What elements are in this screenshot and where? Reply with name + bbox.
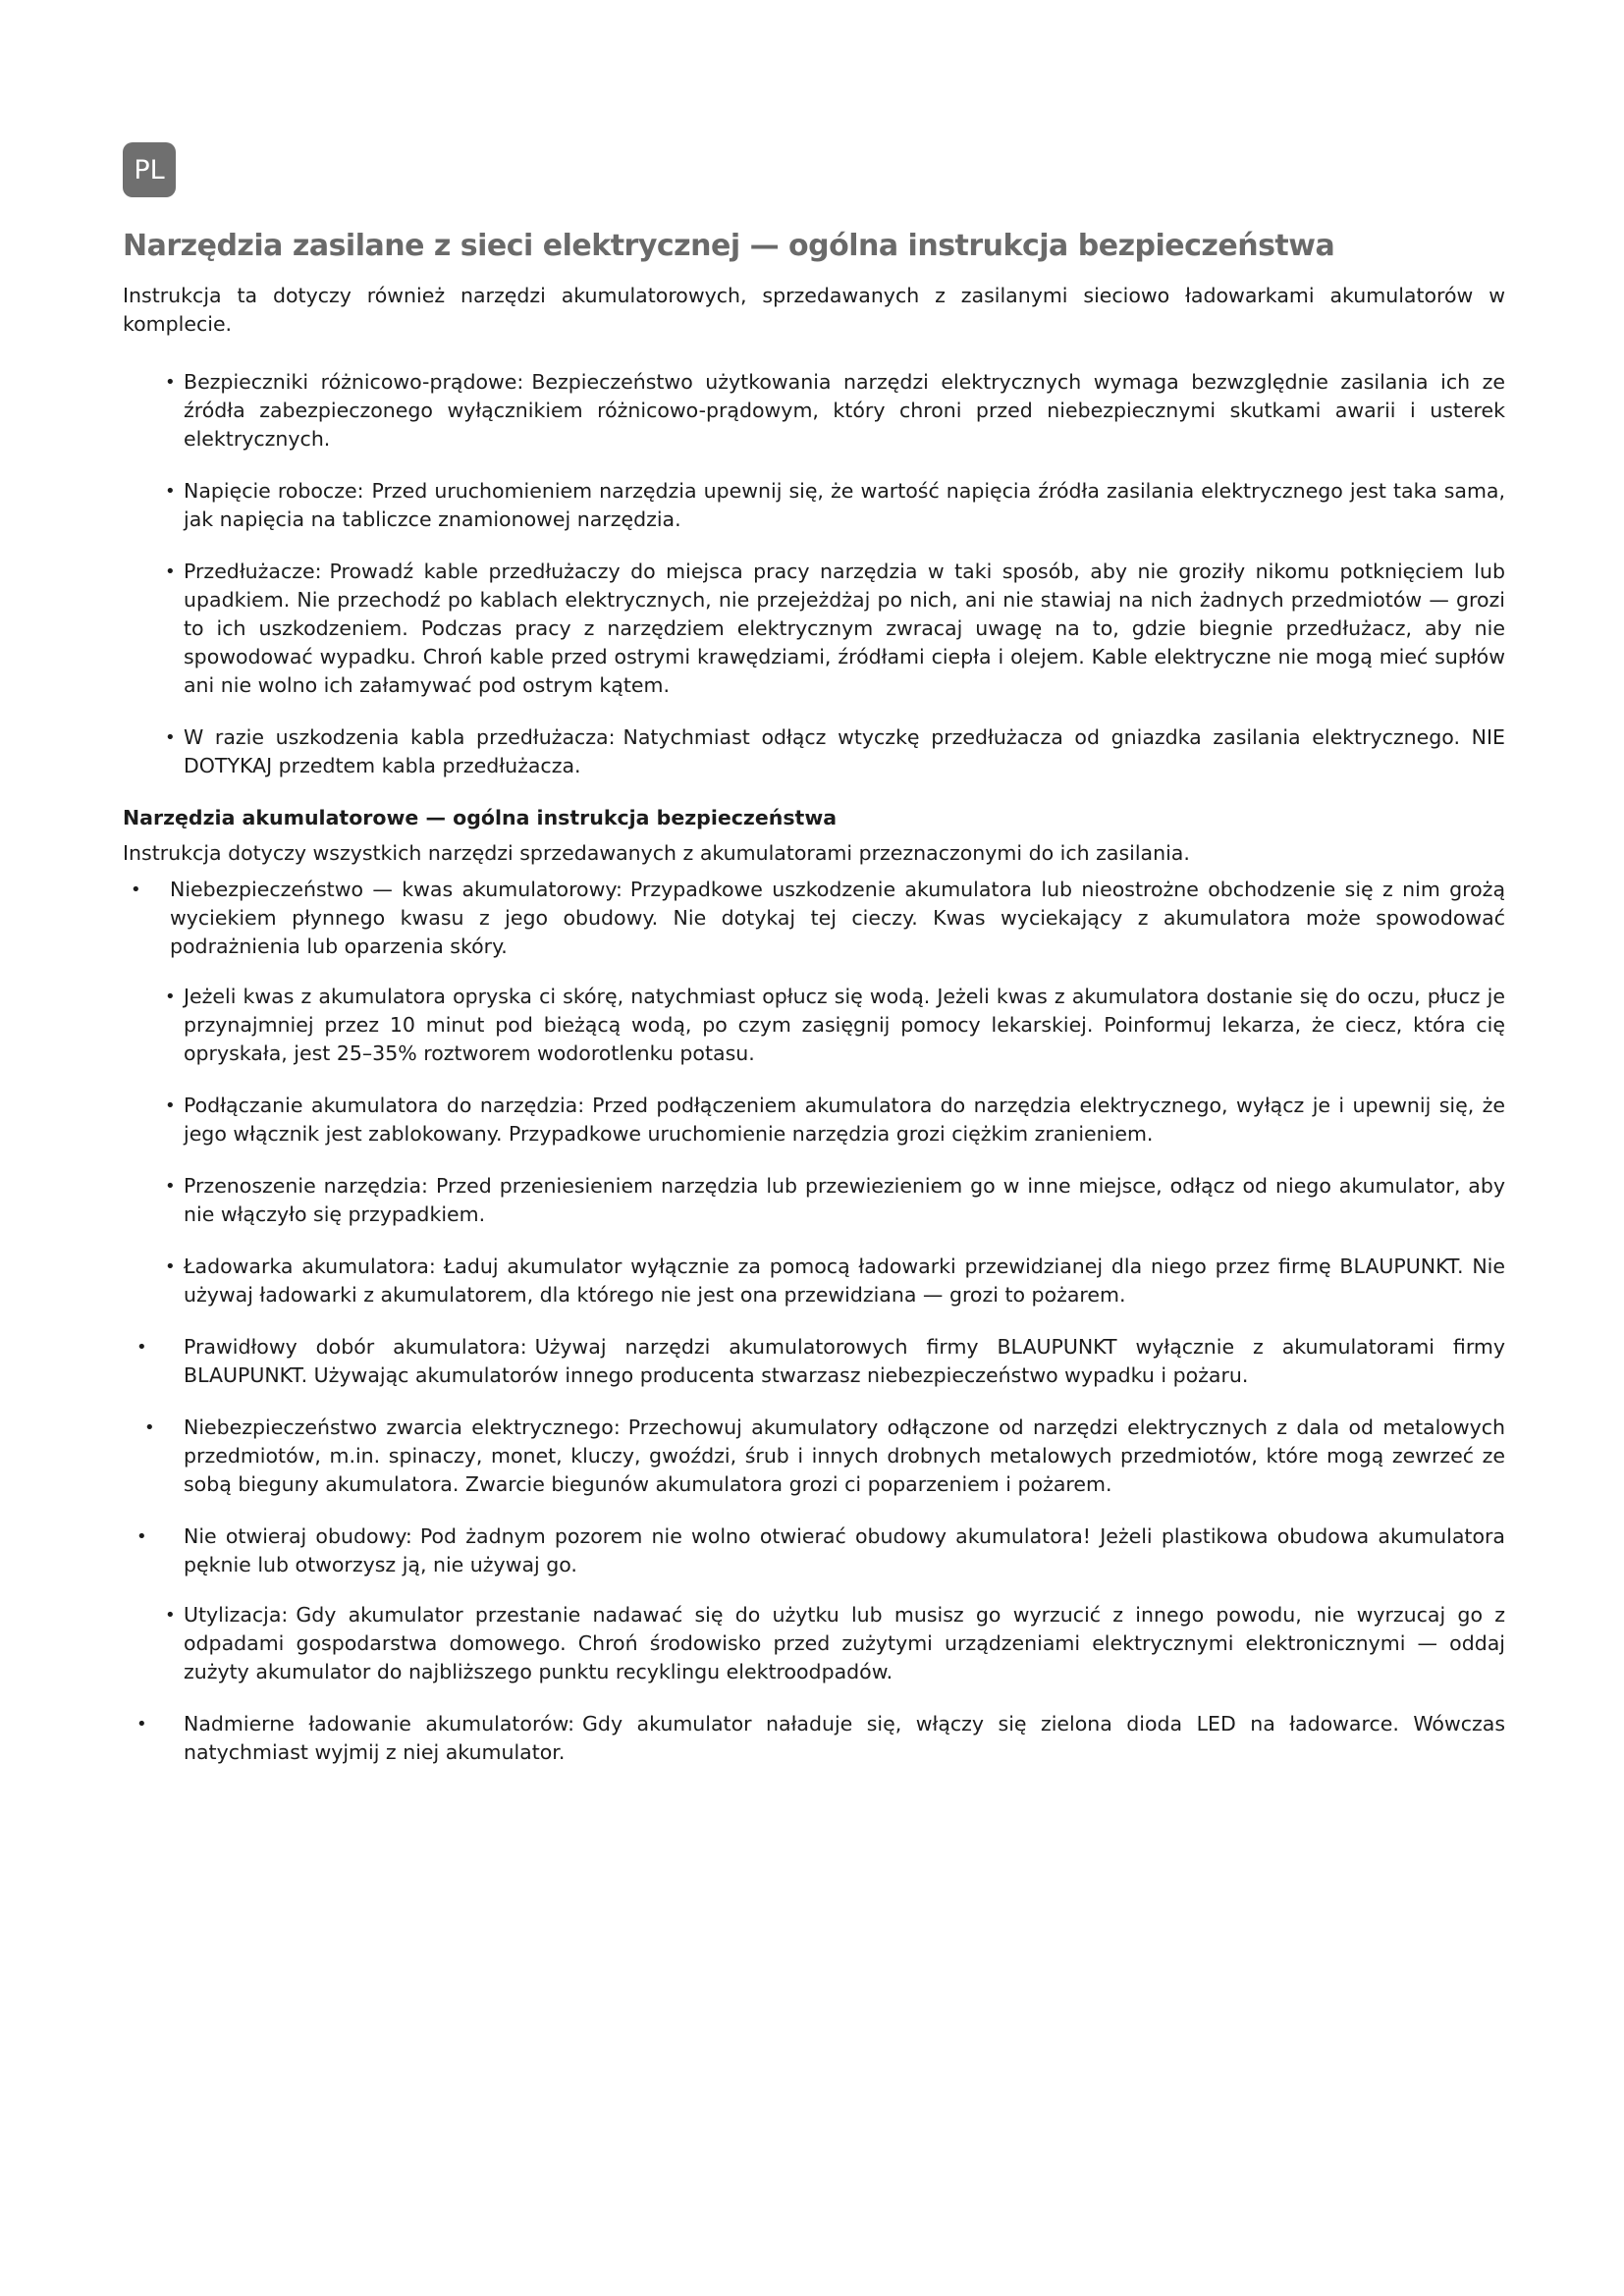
section-heading-battery: Narzędzia akumulatorowe — ogólna instrukcja bezpieczeństwa: [123, 806, 838, 829]
item-text: Natychmiast odłącz wtyczkę przedłużacza od gniazdka zasilania elektrycznego. NIE DOTYKAJ przedtem kabla przedłużacza.: [184, 725, 1505, 777]
item-text: Przypadkowe uszkodzenie akumulatora lub nieostrożne obchodzenie się z nim grożą wyciekiem płynnego kwasu z jego obudowy. Nie dotykaj tej cieczy. Kwas wyciekający z akumulatora może spowodować podrażnienia lub oparzenia skóry.: [170, 878, 1506, 958]
disposal-sub-list: [123, 1601, 1505, 1686]
item-text: Bezpieczeństwo użytkowania narzędzi elektrycznych wymaga bezwzględnie zasilania ich ze źródła zabezpieczonego wyłącznikiem różnicowo-prądowym, który chroni przed niebezpiecznymi skutkami awarii i usterek elektrycznych.: [184, 370, 1505, 451]
item-text: Przed podłączeniem akumulatora do narzędzia elektrycznego, wyłącz je i upewnij się, że jego włącznik jest zablokowany. Przypadkowe uruchomienie narzędzia grozi ciężkim zranieniem.: [184, 1094, 1505, 1146]
item-text: Używaj narzędzi akumulatorowych firmy BLAUPUNKT wyłącznie z akumulatorami firmy BLAUPUNKT. Używając akumulatorów innego producenta stwarzasz niebezpieczeństwo wypadku i pożaru.: [184, 1335, 1505, 1387]
list-item-overcharge: [123, 1710, 1505, 1767]
item-label: Niebezpieczeństwo zwarcia elektrycznego:: [184, 1415, 621, 1439]
item-text: Jeżeli kwas z akumulatora opryska ci skórę, natychmiast opłucz się wodą. Jeżeli kwas z akumulatora dostanie się do oczu, płucz je przynajmniej przez 10 minut pod bieżącą wodą, po czym zasięgnij pomocy lekarskiej. Poinformuj lekarza, że ciecz, która cię opryskała, jest 25–35% roztworem wodorotlenku potasu.: [184, 985, 1505, 1065]
item-text: Gdy akumulator naładuje się, włączy się zielona dioda LED na ładowarce. Wówczas natychmiast wyjmij z niej akumulator.: [184, 1712, 1505, 1764]
item-text: Przed uruchomieniem narzędzia upewnij się, że wartość napięcia źródła zasilania elektrycznego jest taka sama, jak napięcia na tabliczce znamionowej narzędzia.: [184, 479, 1505, 531]
list-item-extension-cords: [123, 558, 1505, 700]
list-item-charger: [123, 1253, 1505, 1309]
battery-intro-paragraph: Instrukcja dotyczy wszystkich narzędzi sprzedawanych z akumulatorami przeznaczonymi do ich zasilania.: [123, 841, 1190, 865]
item-text: Prowadź kable przedłużaczy do miejsca pracy narzędzia w taki sposób, aby nie groziły nikomu potknięciem lub upadkiem. Nie przechodź po kablach elektrycznych, nie przejeżdżaj po nich, ani nie stawiaj na nich żadnych przedmiotów — grozi to ich uszkodzeniem. Podczas pracy z narzędziem elektrycznym zwracaj uwagę na to, gdzie biegnie przedłużacz, aby nie spowodować wypadku. Chroń kable przed ostrymi krawędziami, źródłami ciepła i olejem. Kable elektryczne nie mogą mieć supłów ani nie wolno ich załamywać pod ostrym kątem.: [184, 560, 1505, 697]
list-item-carrying-tool: [123, 1172, 1505, 1229]
item-label: Utylizacja:: [184, 1603, 289, 1627]
list-item-cable-damage: [123, 723, 1505, 780]
list-item-connecting-battery: [123, 1092, 1505, 1148]
list-item-disposal: [123, 1601, 1505, 1686]
language-badge: PL: [123, 142, 176, 197]
battery-safety-list-continued: [123, 1333, 1505, 1579]
list-item-do-not-open: [123, 1522, 1505, 1579]
acid-sub-list: [123, 983, 1505, 1309]
item-label: Nie otwieraj obudowy:: [184, 1524, 412, 1548]
item-label: Przedłużacze:: [184, 560, 322, 583]
list-item-rcd: [123, 368, 1505, 454]
item-label: Niebezpieczeństwo — kwas akumulatorowy:: [170, 878, 623, 901]
item-label: Napięcie robocze:: [184, 479, 364, 503]
battery-safety-list: [123, 876, 1505, 961]
document-body: [123, 221, 1505, 1767]
item-label: Prawidłowy dobór akumulatora:: [184, 1335, 527, 1359]
item-label: Podłączanie akumulatora do narzędzia:: [184, 1094, 585, 1117]
item-label: Przenoszenie narzędzia:: [184, 1174, 428, 1198]
list-item-acid: [123, 876, 1505, 961]
mains-safety-list: [123, 368, 1505, 780]
item-text: Przechowuj akumulatory odłączone od narzędzi elektrycznych z dala od metalowych przedmiotów, m.in. spinaczy, monet, kluczy, gwoździ, śrub i innych drobnych metalowych przedmiotów, które mogą zewrzeć ze sobą bieguny akumulatora. Zwarcie biegunów akumulatora grozi ci poparzeniem i pożarem.: [184, 1415, 1505, 1496]
list-item-acid-contact: [123, 983, 1505, 1068]
list-item-short-circuit: [123, 1414, 1505, 1499]
item-label: Nadmierne ładowanie akumulatorów:: [184, 1712, 575, 1735]
item-text: Ładuj akumulator wyłącznie za pomocą ładowarki przewidzianej dla niego przez firmę BLAUPUNKT. Nie używaj ładowarki z akumulatorem, dla którego nie jest ona przewidziana — grozi to pożarem.: [184, 1255, 1505, 1307]
page-title: Narzędzia zasilane z sieci elektrycznej — ogólna instrukcja bezpieczeństwa: [123, 229, 1335, 263]
overcharge-list: [123, 1710, 1505, 1767]
item-text: Pod żadnym pozorem nie wolno otwierać obudowy akumulatora! Jeżeli plastikowa obudowa akumulatora pęknie lub otworzysz ją, nie używaj go.: [184, 1524, 1505, 1576]
item-label: W razie uszkodzenia kabla przedłużacza:: [184, 725, 616, 749]
item-text: Przed przeniesieniem narzędzia lub przewiezieniem go w inne miejsce, odłącz od niego akumulator, aby nie włączyło się przypadkiem.: [184, 1174, 1505, 1226]
item-label: Ładowarka akumulatora:: [184, 1255, 436, 1278]
list-item-voltage: [123, 477, 1505, 534]
item-label: Bezpieczniki różnicowo-prądowe:: [184, 370, 524, 394]
item-text: Gdy akumulator przestanie nadawać się do użytku lub musisz go wyrzucić z innego powodu, nie wyrzucaj go z odpadami gospodarstwa domowego. Chroń środowisko przed zużytymi urządzeniami elektrycznymi elektronicznymi — oddaj zużyty akumulator do najbliższego punktu recyklingu elektroodpadów.: [184, 1603, 1505, 1683]
list-item-battery-selection: [123, 1333, 1505, 1390]
intro-paragraph: Instrukcja ta dotyczy również narzędzi akumulatorowych, sprzedawanych z zasilanymi sieciowo ładowarkami akumulatorów w komplecie.: [123, 284, 1505, 336]
